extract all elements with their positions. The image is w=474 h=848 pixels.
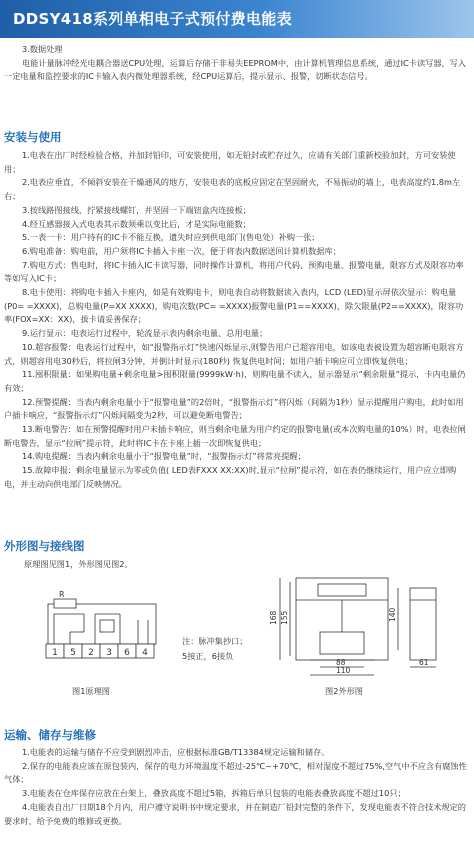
figures-heading: 外形图与接线图	[4, 539, 85, 553]
dim-label-168: 168	[269, 610, 278, 625]
figures-area	[0, 556, 474, 706]
install-item: 5.一表一卡：用户持有的IC卡不能互换，遗失时应到供电部门(售电处）补购一张；	[22, 232, 320, 243]
transport-heading: 运输、储存与维修	[4, 728, 96, 742]
terminal-label: 3	[106, 648, 112, 658]
install-item: 9.运行显示：电表运行过程中，轮流显示表内剩余电量、总用电量；	[22, 328, 268, 339]
schematic-diagram	[40, 590, 165, 662]
intro-subheading: 3.数据处理	[22, 44, 63, 54]
terminal-label: 5	[70, 648, 76, 658]
dim-label-155: 155	[280, 610, 289, 625]
header-banner	[0, 0, 474, 38]
transport-item: 1.电能表的运输与储存不应受到剧烈冲击，应根据标准GB/T13384规定运输和储存。	[22, 747, 330, 757]
intro-section	[4, 43, 468, 84]
terminal-label: 4	[142, 648, 148, 658]
install-item: 14.购电提醒：当表内剩余电量小于“报警电量”时，“报警指示灯”将常亮提醒；	[22, 451, 306, 462]
install-item: 12.预警提醒：当表内剩余电量小于“报警电量”的2倍时，“报警指示灯”将闪烁（间隔为1秒）显示提醒用户购电，此时如用户插卡响应，“报警指示灯”闪烁间隔变为2秒，可以避免断电警告；	[4, 396, 464, 421]
install-item: 3.按线路图接线，拧紧接线螺钉，并坚固一下端钮盒内连接板；	[22, 204, 251, 215]
resistor-symbol	[54, 599, 76, 608]
install-item: 4.经互感器接入式电表其示数须乘以变比后，才是实际电能数；	[22, 218, 251, 229]
install-item: 15.故障申报：剩余电量显示为零或负值( LED表FXXX XX:XX)时,显示“拉闸”提示符，如在表仍继续运行，用户应立即购电，并主动向供电部门反映情况。	[4, 465, 457, 489]
transport-item: 3.电能表在仓库保存应放在台架上，叠放高度不超过5箱，拆箱后单只包装的电能表叠放高度不超过10只；	[22, 788, 406, 799]
transport-section	[4, 746, 468, 828]
intro-paragraph: 电能计量脉冲经光电耦合器送CPU处理，运算后存储于非易失EEPROM中，由计算机管理信息系统，通过IC卡读写器，写入一定电量和监控要求的IC卡输入表内微处理器系统，经CPU运算后，提示显示、报警，切断状态信号。	[4, 57, 467, 82]
note-line-1: 注：脉冲集抄口；	[182, 636, 248, 646]
install-item: 13.断电警告：如在预警提醒时用户未插卡响应，则当剩余电量为用户约定的报警电量(或本次购电量的10%）时，电表拉闸断电警告，显示“拉闸”提示符，此时将IC卡在卡座上插一次即恢复供电；	[4, 424, 466, 448]
install-item: 7.购电方式：售电时，将IC卡插入IC卡读写器，同时操作计算机，将用户代码、预购电量、报警电量，限容方式及限容功率等如写入IC卡；	[4, 259, 464, 284]
dim-label-110: 110	[336, 666, 351, 675]
terminal-label: 6	[124, 648, 130, 658]
transport-item: 4.电能表自出厂日期18个月内，用户遵守说明书中规定要求，并在制造厂铅封完整的条件下，发现电能表不符合技术规定的要求时，给予免费的维修或更换。	[4, 801, 466, 826]
dim-label-61: 61	[419, 658, 429, 667]
install-item: 2.电表应垂直，不倾斜安装在干燥通风的地方，安装电表的底板应固定在坚固耐火，不易振动的墙上，电表高度约1.8m左右；	[4, 177, 461, 202]
dim-label-140: 140	[388, 607, 397, 622]
install-section	[4, 149, 468, 492]
terminal-label: 2	[88, 648, 94, 658]
meter-body-side	[410, 588, 436, 660]
figure1-caption: 图1原理图	[72, 686, 110, 696]
install-item: 10.超容报警：电表运行过程中，如“报警指示灯”快速闪烁显示,则警告用户已超容用电，如该电表被设置为超容断电限容方式，则超容用电30秒后，将拉闸3分钟，并倒计时显示(180秒) 恢复供电时间；如用户插卡响应可立即恢复供电；	[4, 341, 464, 366]
transport-item: 2.保存的电能表应该在原包装内，保存的电力环境温度不超过-25℃~+70℃，相对湿度不超过75%,空气中不应含有腐蚀性气体；	[4, 760, 467, 785]
outline-diagram	[270, 570, 470, 680]
install-heading: 安装与使用	[4, 130, 62, 144]
figure2-caption: 图2外形图	[325, 686, 363, 696]
install-item: 1.电表在出厂时经检验合格，并加封铅印，可安装使用，如无铅封或贮存过久，应请有关部门重新校验加封，方可安装使用；	[4, 150, 456, 174]
install-item: 6.购电准备：购电前，用户须将IC卡插入卡座一次，便于将表内数据送回计算机数据库；	[22, 245, 341, 256]
note-line-2: 5接正，6接负	[182, 651, 234, 661]
dim-label-88: 88	[336, 658, 346, 667]
figures-intro: 原理图见图1，外形图见图2。	[24, 559, 133, 569]
terminal-label: 1	[52, 648, 58, 658]
product-title: DDSY418系列单相电子式预付费电能表	[13, 10, 292, 28]
install-item: 11.囤积限量：如果购电量+剩余电量>囤积限量(9999kW·h)，则购电量不读入，显示器显示“剩余限量”提示，卡内电量仍有效；	[4, 369, 466, 393]
resistor-label: R	[59, 590, 65, 599]
terminal-block	[46, 644, 154, 658]
install-item: 8.电卡使用：将购电卡插入卡座内，如是有效购电卡，则电表自动将数据读入表内，LCD (LED)显示屏依次显示：购电量(P0= =XXXX)，总购电量(P=XX XXXX)，购电次数(PC= =XXXX)报警电量(P1==XXXX)，除欠限量(P2==XXXX)，限容功率(FOX=XX：XX)，拔卡请妥善保存；	[4, 287, 464, 325]
